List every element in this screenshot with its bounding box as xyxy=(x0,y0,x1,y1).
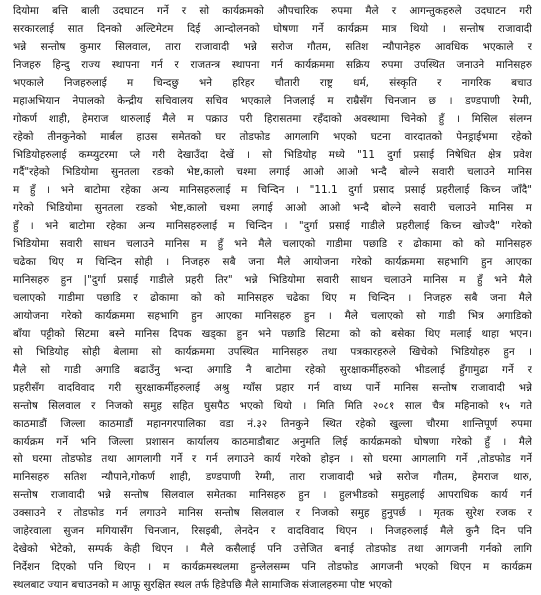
text-line: मैले सो गाडी अगाडि बढाउँनु भन्दा अगाडि नै बाटोमा रहेको सुरक्षाकर्मीहरुको भीडलाई हुँगामुढा गर्ने र xyxy=(13,363,532,376)
text-line: गरेको भिडियोमा सुनतला रङको भेष्ट,कालो चश्मा लगाई आओ आओ भन्दै बोल्ने सवारी चलाउने मानिस म xyxy=(13,202,532,215)
text-line: भिडियोमा सवारी साधन चलाउने मानिस म हुँ भने मैले चलाएको गाडीमा पछाडि र ढोकामा को को मानिसहरु xyxy=(13,238,532,251)
text-line: स्थलबाट ज्यान बचाउनको म आफू सुरक्षित स्थल तर्फ हिडेपछि मैले सामाजिक संजालहरुमा पोष्ट भएको xyxy=(13,579,393,591)
text-line: भन्ने सन्तोष कुमार सिलवाल, तारा राजावादी भन्ने सरोज गौतम, सतिश न्यौपानेहरु आवधिक भएकाले र xyxy=(13,40,532,53)
text-line: बाँया पट्टीको सिटमा बस्ने मानिस दिपक खड्का हुन भने पछाडि सिटमा को को बसेका थिए मलाई थाहा भएन। xyxy=(13,327,532,340)
text-line: भिडियोहरुलाई कम्प्युटरमा प्ले गरी देखाउँदा देखें । सो भिडियोह मध्ये "11 दुर्गा प्रसाई निषेधित क्षेत्र प्रवेश xyxy=(13,148,532,161)
text-line: मानिसहरु सतिश न्यौपाने,गोकर्ण शाही, डण्डपाणी रेग्मी, तारा राजावादी भन्ने सरोज गौतम, हेमराज थारु, xyxy=(13,471,532,484)
text-line: चलाएको गाडीमा पछाडि र ढोकामा को को मानिसहरु चढेका थिए म चिन्दिन । निजहरु सबै जना मैले xyxy=(13,292,532,304)
text-line: भएकाले निजहरुलाई म चिन्दछु भने हरिहर चौतारी राष्ट्र धर्म, संस्कृति र नागरिक बचाउ xyxy=(13,76,532,89)
text-line: हुँ । भने बाटोमा रहेका अन्य मानिसहरुलाई म चिन्दिन । "दुर्गा प्रसाई गाडीले प्रहरीलाई किच्न खोज्दै" गरेको xyxy=(13,220,532,233)
text-line: सो भिडियोह सोही बेलामा सो कार्यक्रममा उपस्थित मानिसहरु तथा पत्रकारहरुले खिचेको भिडियोहरु हुन । xyxy=(13,345,532,358)
text-line: प्रहरीसँग वादविवाद गरी सुरक्षाकर्मीहरुलाई अश्रु ग्याँस प्रहार गर्न वाध्य पार्ने मानिस सन्तोष राजावादी भन्ने xyxy=(13,381,532,394)
text-line: देखेको भेटेको, सम्पर्क केही थिएन । मैले कसैलाई पनि उत्तेजित बनाई तोडफोड तथा आगजनी गर्नको लागि xyxy=(13,543,532,556)
text-line: महाअभियान नेपालको केन्द्रीय सचिवालय सचिव भएकाले निजलाई म राम्रैसँग चिनजान छ । डण्डपाणी रेग्मी, xyxy=(13,94,532,107)
text-line: काठमाडौं जिल्ला काठमाडौं महानगरपालिका वडा नं.३२ तिनकुने स्थित रहेको खुल्ला चौरमा शान्तिपूर्ण रुपमा xyxy=(13,417,532,430)
text-line: म हुँ । भने बाटोमा रहेका अन्य मानिसहरुलाई म चिन्दिन । "11.1 दुर्गा प्रसाद प्रसाई प्रहरीलाई किच्न जाँदै" xyxy=(13,184,532,197)
text-line: निजहरु हिन्दु राज्य स्थापना गर्न र राजतन्त्र स्थापना गर्न कार्यक्रममा सक्रिय रुपमा उपस्थित जनाउने मानिसहरु xyxy=(13,58,532,71)
text-line: सन्तोष राजावादी भन्ने सन्तोष सिलवाल समेतका मानिसहरु हुन । हुलभीडको समुहलाई आपराधिक कार्य गर्न xyxy=(13,489,532,502)
text-line: कार्यक्रम गर्ने भनि जिल्ला प्रशासन कार्यालय काठमाडौबाट अनुमति लिई कार्यक्रमको घोषणा गरेको हुँ । मैले xyxy=(13,435,532,448)
text-line: गोकर्ण शाही, हेमराज थारुलाई मैले म पक्राउ परी हिरासतमा रहँदाको अवस्थामा चिनेको हुँ । मिसिल संलग्न xyxy=(13,112,532,125)
text-line: मानिसहरु हुन |"दुर्गा प्रसाई गाडीले प्रहरी तिर" भन्ने भिडियोमा सवारी साधन चलाउने मानिस म हुँ भने मैले xyxy=(13,274,532,287)
text-line: गर्दै"रहेको भिडियोमा सुनतला रङको भेष्ट,कालो चश्मा लगाई आओ आओ भन्दै बोल्ने सवारी चलाउने मानिस xyxy=(13,166,532,179)
text-line: रहेको तीनकुनेको मार्बल हाउस समेतको घर तोडफोड आगलागि भएको घटना वारदातको पेनड्राईभमा रहेको xyxy=(13,130,532,143)
text-line: आयोजना गरेको कार्यक्रममा सहभागि हुन आएका मानिसहरु हुन । मैले चलाएको सो गाडी भित्र अगाडिको xyxy=(13,309,532,322)
text-line: जाहेरवाला सुजन मगियासँग चिनजान, रिसइबी, लेनदेन र वादविवाद थिएन । निजहरुलाई मैले कुनै दिन पनि xyxy=(13,525,532,538)
text-line: सरकारलाई सात दिनको अल्टिमेटम दिई आन्दोलनको घोषणा गर्ने कार्यक्रम मात्र थियो । सन्तोष राजावादी xyxy=(13,22,532,35)
text-line: चढेका थिए म चिन्दिन सोही । निजहरु सबै जना मैले आयोजना गरेको कार्यक्रममा सहभागि हुन आएका xyxy=(13,256,532,269)
text-line: निर्देशन दिएको पनि थिएन । म कार्यक्रमस्थलमा हुन्लेलसम्म पनि तोडफोड आगजनी भएको थिएन म कार्यक्रम xyxy=(13,561,532,574)
text-line: उक्साउने र तोडफोड गर्न लगाउने मानिस सन्तोष सिलवाल र निजको समुह हुनुपर्छ । मृतक सुरेश रजक र xyxy=(13,507,532,520)
text-line: सन्तोष सिलवाल र निजको समुह सहित घुसपैठ भएको थियो । मिति मिति २०८१ साल चैत्र महिनाको १५ गते xyxy=(13,399,532,412)
text-line: दियोमा बत्ति बाली उदघाटन गर्ने र सो कार्यक्रमको औपचारिक रुपमा मैले र आगन्तुकहरुले उदघाटन गरी xyxy=(13,5,532,17)
text-line: सो घरमा तोडफोड तथा आगलागी गर्ने र गर्न लगाउने कार्य गरेको होइन । सो घरमा आगलागि गर्ने ,तोडफोड गर्ने xyxy=(13,453,532,466)
